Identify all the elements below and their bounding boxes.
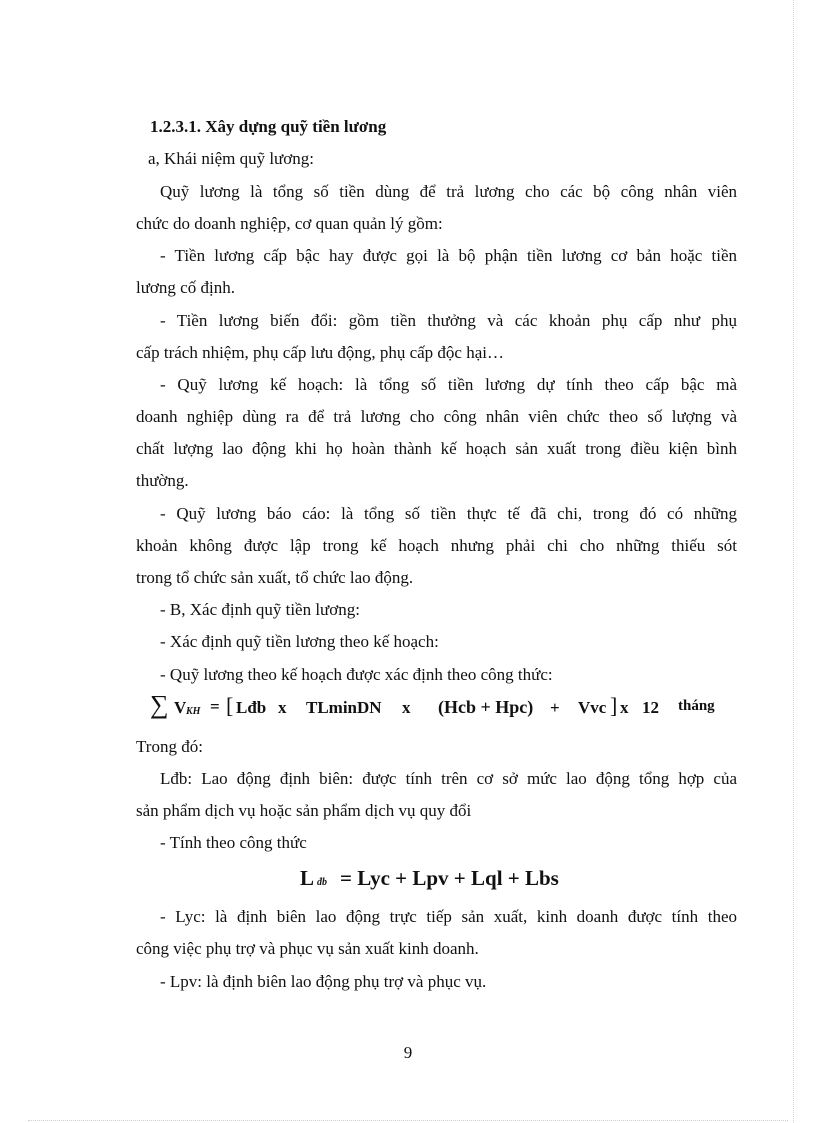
paragraph-line: doanh nghiệp dùng ra để trả lương cho công nhân viên chức theo số lượng và	[136, 407, 737, 426]
staffing-formula	[300, 864, 580, 894]
subheading-a: a, Khái niệm quỹ lương:	[148, 149, 314, 168]
formula-close-bracket: ]	[610, 693, 618, 718]
paragraph-line: chất lượng lao động khi họ hoàn thành kế hoạch sản xuất trong điều kiện bình	[136, 439, 737, 458]
paragraph-line: Trong đó:	[136, 737, 203, 756]
paragraph-line: khoản không được lập trong kế hoạch nhưng phải chi cho những thiếu sót	[136, 536, 737, 555]
salary-fund-formula	[150, 690, 740, 722]
page-right-border	[793, 0, 794, 1123]
formula-v: V	[174, 698, 187, 717]
formula-l: L	[300, 866, 315, 890]
bullet-line: - Quỹ lương theo kế hoạch được xác định theo công thức:	[160, 665, 553, 684]
bullet-line: - Quỹ lương kế hoạch: là tổng số tiền lương dự tính theo cấp bậc mà	[160, 375, 737, 394]
formula-plus: +	[550, 698, 560, 717]
formula-twelve: 12	[642, 698, 659, 717]
formula-times-3: x	[620, 698, 629, 717]
formula-vvc: Vvc	[578, 698, 607, 717]
paragraph-line: sản phẩm dịch vụ hoặc sản phẩm dịch vụ quy đổi	[136, 801, 472, 820]
formula-ldb: Lđb	[236, 698, 267, 717]
sum-symbol: ∑	[150, 690, 169, 719]
formula-l-subscript: đb	[317, 877, 327, 888]
section-heading: 1.2.3.1. Xây dựng quỹ tiền lương	[150, 117, 387, 136]
formula-tlmin: TLminDN	[306, 698, 382, 717]
formula-hcb-hpc: (Hcb + Hpc)	[438, 697, 534, 717]
paragraph-line: Quỹ lương là tổng số tiền dùng để trả lương cho các bộ công nhân viên	[160, 182, 737, 201]
bullet-line: - Lpv: là định biên lao động phụ trợ và phục vụ.	[160, 972, 487, 991]
formula-open-bracket: [	[226, 693, 234, 718]
page-number: 9	[403, 1043, 413, 1062]
formula-times-2: x	[402, 698, 411, 717]
bullet-line: - Quỹ lương báo cáo: là tổng số tiền thực tế đã chi, trong đó có những	[160, 504, 737, 523]
bullet-line: - B, Xác định quỹ tiền lương:	[160, 600, 360, 619]
bullet-line: - Xác định quỹ tiền lương theo kế hoạch:	[160, 632, 439, 651]
paragraph-line: trong tổ chức sản xuất, tổ chức lao động.	[136, 568, 414, 587]
paragraph-line: cấp trách nhiệm, phụ cấp lưu động, phụ cấp độc hại…	[136, 343, 504, 362]
paragraph-line: chức do doanh nghiệp, cơ quan quản lý gồm:	[136, 214, 443, 233]
formula-times-1: x	[278, 698, 287, 717]
formula-sum-terms: = Lyc + Lpv + Lql + Lbs	[340, 866, 559, 890]
bullet-line: - Tiền lương biến đổi: gồm tiền thưởng và các khoản phụ cấp như phụ	[160, 311, 737, 330]
paragraph-line: Lđb: Lao động định biên: được tính trên cơ sở mức lao động tổng hợp của	[160, 769, 737, 788]
bullet-line: - Tiền lương cấp bậc hay được gọi là bộ phận tiền lương cơ bản hoặc tiền	[160, 246, 737, 265]
paragraph-line: lương cố định.	[136, 278, 235, 297]
bullet-line: - Lyc: là định biên lao động trực tiếp sản xuất, kinh doanh được tính theo	[160, 907, 737, 926]
bullet-line: - Tính theo công thức	[160, 833, 307, 852]
page-bottom-border	[28, 1120, 788, 1121]
paragraph-line: công việc phụ trợ và phục vụ sản xuất kinh doanh.	[136, 939, 479, 958]
formula-equals: =	[210, 697, 220, 716]
paragraph-line: thường.	[136, 471, 189, 490]
formula-v-subscript: KH	[186, 706, 201, 717]
formula-months: tháng	[678, 698, 715, 714]
